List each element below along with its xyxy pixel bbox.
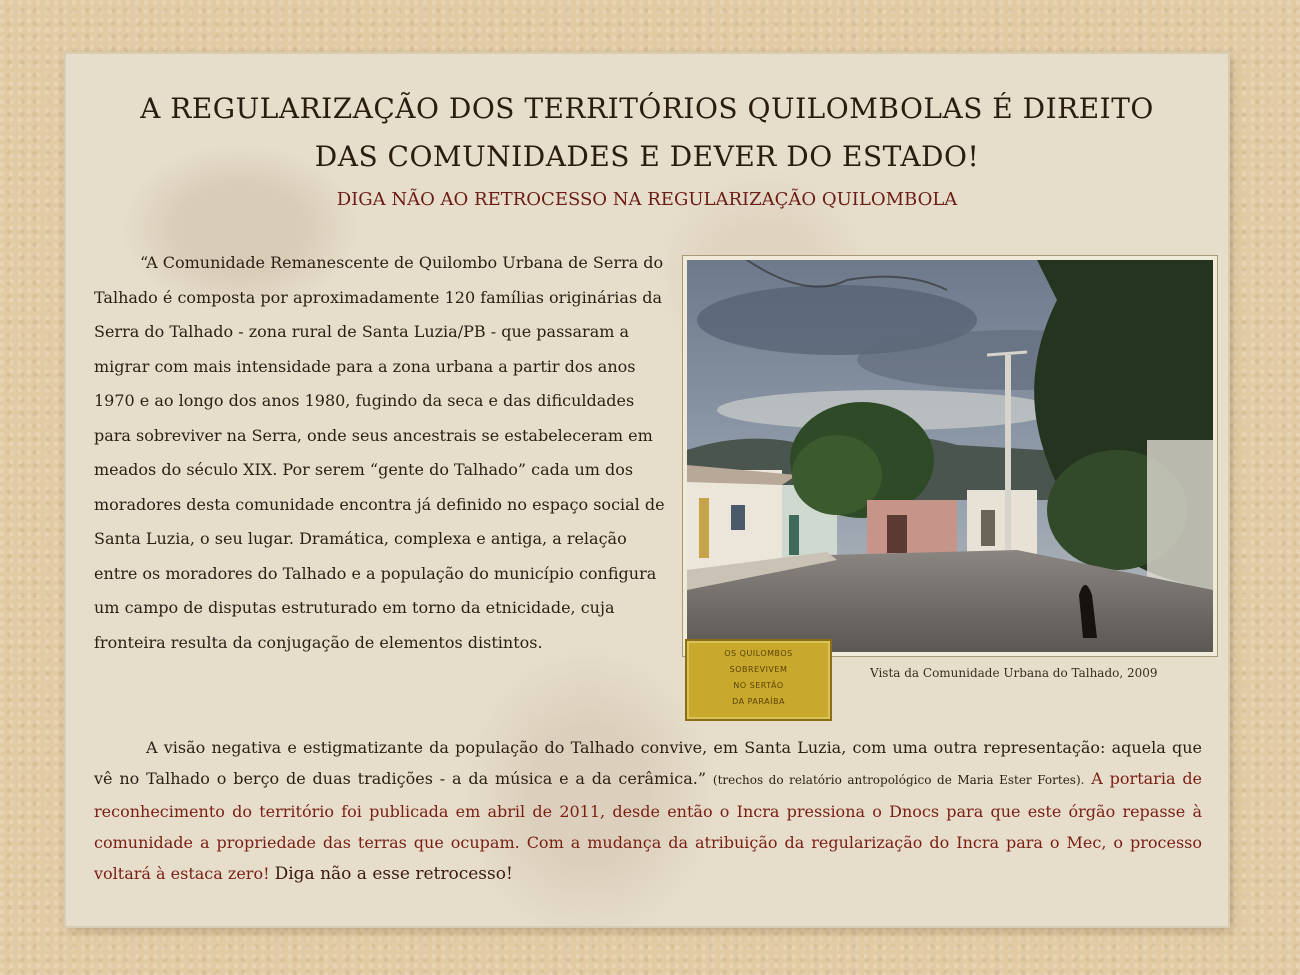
plaque-line-2: SOBREVIVEM xyxy=(729,665,788,674)
plaque-line-3: NO SERTÃO xyxy=(733,681,784,690)
left-paragraph: “A Comunidade Remanescente de Quilombo Urbana de Serra do Talhado é composta por aproximadamente 120 famílias originárias da Serra do Talhado - zona rural de Santa Luzia/PB - que passaram a migrar com mais intensidade para a zona urbana a partir dos anos 1970 e ao longo dos anos 1980, fugindo da seca e das dificuldades para sobreviver na Serra, onde seus ancestrais se estabeleceram em meados do século XIX. Por serem “gente do Talhado” cada um dos moradores desta comunidade encontra já definido no espaço social de Santa Luzia, o seu lugar. Dramática, complexa e antiga, a relação entre os moradores do Talhado e a população do município configura um campo de disputas estruturado em torno da etnicidade, cuja fronteira resulta da conjugação de elementos distintos. xyxy=(94,253,665,652)
portaria-text: A portaria de reconhecimento do território foi publicada em abril de 2011, desde então o Incra pressiona o Dnocs para que este órgão repasse à comunidade a propriedade das terras que ocupam. Com a mudança da atribuição da regularização do Incra para o Mec, o processo voltará à estaca zero! xyxy=(94,769,1203,883)
source-citation: (trechos do relatório antropológico de Maria Ester Fortes). xyxy=(712,773,1085,787)
call-to-action: Diga não a esse retrocesso! xyxy=(274,864,513,884)
community-photo xyxy=(683,256,1217,656)
bottom-paragraph xyxy=(94,732,1202,890)
title-line-1: A REGULARIZAÇÃO DOS TERRITÓRIOS QUILOMBOLAS É DIREITO xyxy=(140,92,1154,125)
street-photo-illustration xyxy=(687,260,1213,652)
bottom-main-text: A visão negativa e estigmatizante da população do Talhado convive, em Santa Luzia, com uma outra representação: aquela que vê no Talhado o berço de duas tradições - a da música e a da cerâmica.” xyxy=(94,738,1202,788)
title-line-2: DAS COMUNIDADES E DEVER DO ESTADO! xyxy=(314,140,980,173)
plaque-line-1: OS QUILOMBOS xyxy=(724,649,793,658)
subtitle: DIGA NÃO AO RETROCESSO NA REGULARIZAÇÃO QUILOMBOLA xyxy=(336,189,958,210)
plaque-line-4: DA PARAÍBA xyxy=(732,697,785,706)
poster-card xyxy=(66,54,1228,926)
photo-caption: Vista da Comunidade Urbana do Talhado, 2009 xyxy=(870,666,1158,680)
golden-plaque xyxy=(685,639,832,721)
